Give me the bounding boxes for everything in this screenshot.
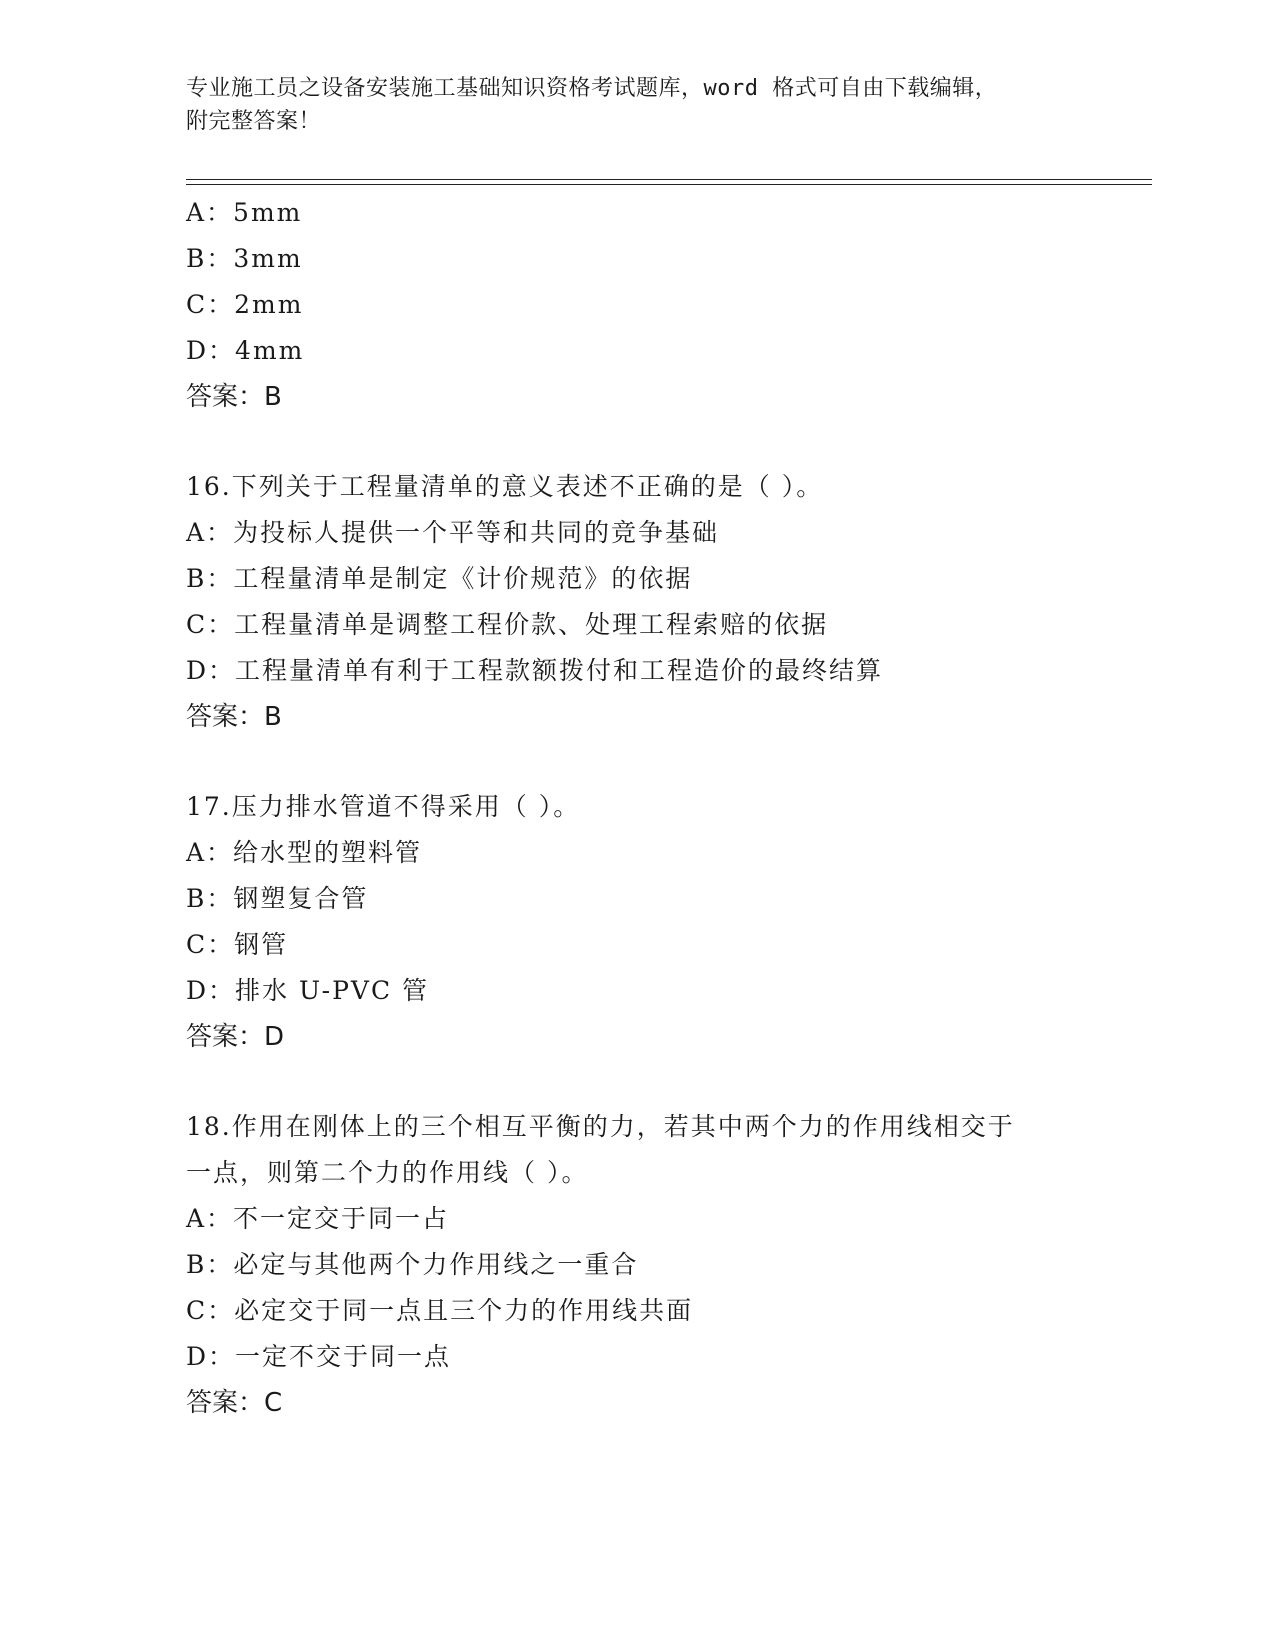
option-b: B：必定与其他两个力作用线之一重合	[186, 1250, 639, 1279]
option-d: D：排水 U-PVC 管	[186, 976, 430, 1005]
option-a: A：5mm	[186, 198, 303, 227]
option-b: B：3mm	[186, 244, 303, 273]
question-15-continued	[186, 190, 1146, 420]
option-a: A：不一定交于同一占	[186, 1204, 450, 1233]
option-a: A：为投标人提供一个平等和共同的竞争基础	[186, 518, 720, 547]
option-c: C：工程量清单是调整工程价款、处理工程索赔的依据	[186, 610, 829, 639]
header-line-2: 附完整答案！	[186, 109, 322, 134]
option-c: C：必定交于同一点且三个力的作用线共面	[186, 1296, 694, 1325]
option-a: A：给水型的塑料管	[186, 838, 423, 867]
question-list	[186, 190, 1146, 1426]
header-line-1: 专业施工员之设备安装施工基础知识资格考试题库，word 格式可自由下载编辑，	[186, 76, 998, 101]
answer: 答案：B	[186, 382, 282, 412]
question-17	[186, 784, 1146, 1060]
option-d: D：4mm	[186, 336, 305, 365]
option-b: B：工程量清单是制定《计价规范》的依据	[186, 564, 693, 593]
option-d: D：工程量清单有利于工程款额拨付和工程造价的最终结算	[186, 656, 884, 685]
document-header	[186, 72, 1086, 138]
answer: 答案：D	[186, 1022, 285, 1052]
option-c: C：2mm	[186, 290, 304, 319]
answer: 答案：B	[186, 702, 282, 732]
option-b: B：钢塑复合管	[186, 884, 369, 913]
question-text: 18.作用在刚体上的三个相互平衡的力，若其中两个力的作用线相交于	[186, 1112, 1015, 1141]
header-divider-bottom	[186, 184, 1152, 185]
header-divider-top	[186, 179, 1152, 180]
question-16	[186, 464, 1146, 740]
question-18	[186, 1104, 1146, 1426]
question-text: 16.下列关于工程量清单的意义表述不正确的是（ ）。	[186, 472, 824, 501]
option-c: C：钢管	[186, 930, 289, 959]
question-text: 17.压力排水管道不得采用（ ）。	[186, 792, 581, 821]
answer: 答案：C	[186, 1388, 283, 1418]
question-text-continued: 一点，则第二个力的作用线（ ）。	[186, 1158, 589, 1187]
option-d: D：一定不交于同一点	[186, 1342, 452, 1371]
